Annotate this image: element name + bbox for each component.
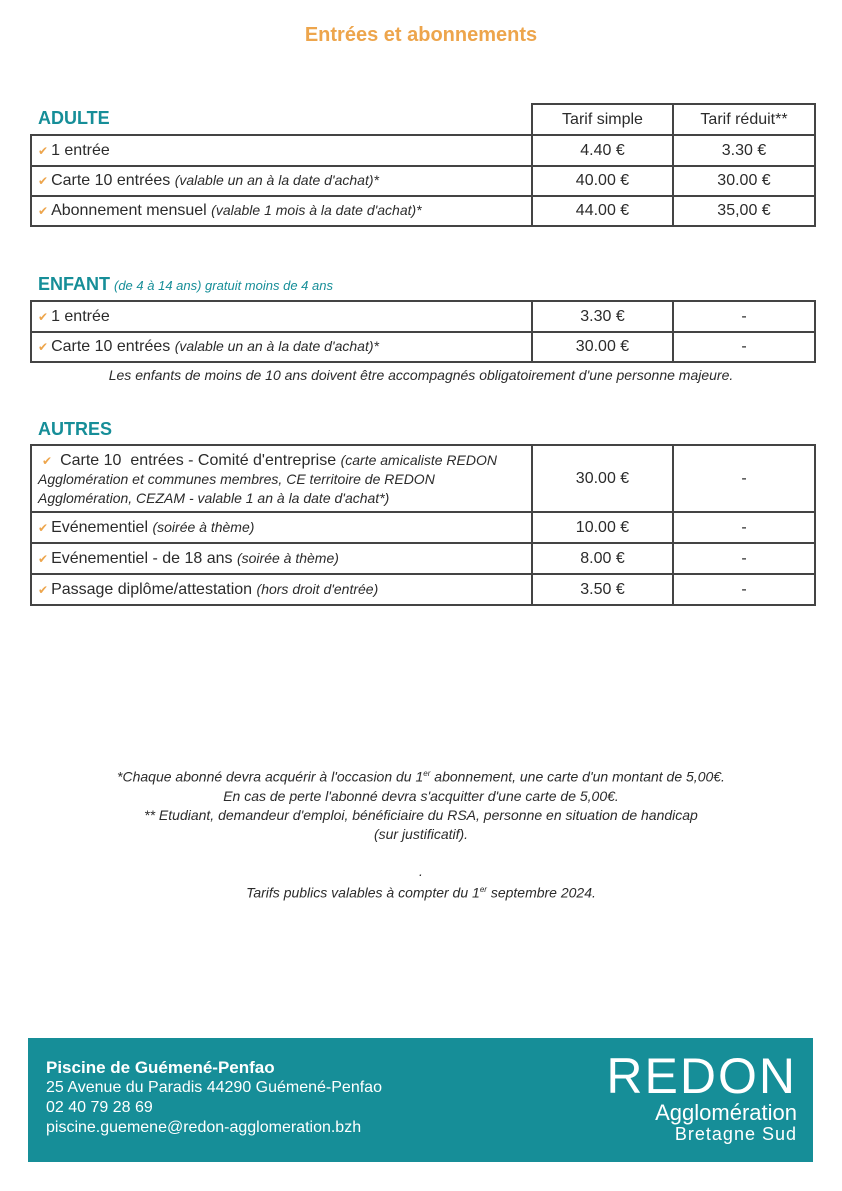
page-title: Entrées et abonnements <box>304 24 538 46</box>
heading-text: ADULTE <box>38 108 110 128</box>
logo-text-bretagne-sud: Bretagne Sud <box>674 1124 797 1144</box>
price-simple: 10.00 € <box>532 512 673 543</box>
row-label: Evénementiel <box>51 518 149 536</box>
column-header-simple: Tarif simple <box>532 104 673 135</box>
section-enfant-heading <box>38 274 333 295</box>
empty-header-cell <box>31 104 532 135</box>
price-simple: 3.30 € <box>532 301 673 332</box>
table-row <box>31 574 815 605</box>
table-row <box>31 196 815 226</box>
table-row <box>31 543 815 574</box>
adulte-table <box>30 103 816 227</box>
separator-dot: . <box>419 863 423 879</box>
price-reduit: 35,00 € <box>673 196 815 226</box>
price-simple: 30.00 € <box>532 332 673 362</box>
price-simple: 3.50 € <box>532 574 673 605</box>
table-row <box>31 166 815 196</box>
check-icon: ✔ <box>38 174 49 188</box>
autres-table <box>30 444 816 606</box>
phone[interactable]: 02 40 79 28 69 <box>46 1099 153 1116</box>
check-icon: ✔ <box>38 143 49 158</box>
price-reduit: - <box>673 574 815 605</box>
contact-info <box>46 1058 382 1138</box>
footnote-line-1: *Chaque abonné devra acquérir à l'occasion du 1er abonnement, une carte d'un montant de 5,00€. <box>117 768 725 785</box>
price-reduit: 3.30 € <box>673 135 815 166</box>
row-note: (valable un an à la date d'achat)* <box>174 172 379 188</box>
check-icon: ✔ <box>38 204 49 218</box>
row-label: Carte 10 entrées <box>51 172 171 189</box>
table-row <box>31 445 815 512</box>
row-note: (soirée à thème) <box>236 549 339 566</box>
row-note: (hors droit d'entrée) <box>256 580 379 597</box>
footnote-line-2: En cas de perte l'abonné devra s'acquitter d'une carte de 5,00€. <box>223 787 619 804</box>
price-simple: 40.00 € <box>532 166 673 196</box>
email-link[interactable]: piscine.guemene@redon-agglomeration.bzh <box>46 1119 362 1136</box>
row-label: Abonnement mensuel <box>51 202 207 219</box>
row-note: (valable un an à la date d'achat)* <box>174 338 379 354</box>
price-simple: 8.00 € <box>532 543 673 574</box>
validity-note: Tarifs publics valables à compter du 1er septembre 2024. <box>246 884 596 901</box>
footnote-line-4: (sur justificatif). <box>373 825 469 842</box>
table-row <box>31 301 815 332</box>
logo-text-agglomeration: Agglomération <box>655 1100 797 1125</box>
row-label: Carte 10 entrées - Comité d'entreprise <box>60 452 337 469</box>
row-note: (valable 1 mois à la date d'achat)* <box>211 202 422 218</box>
price-reduit: - <box>673 445 815 512</box>
price-simple: 30.00 € <box>532 445 673 512</box>
redon-agglomeration-logo <box>597 1050 797 1150</box>
footer-contact-box <box>28 1038 813 1162</box>
row-label: Passage diplôme/attestation <box>51 580 253 598</box>
row-note: (carte amicaliste REDON Agglomération et communes membres, CE territoire de REDON Agglomération, CEZAM - valable 1 an à la date d'achat*) <box>38 452 497 506</box>
row-label: Evénementiel - de 18 ans <box>51 549 233 567</box>
heading-text: AUTRES <box>38 419 113 439</box>
row-note: (soirée à thème) <box>152 518 255 535</box>
heading-text: ENFANT <box>38 274 110 294</box>
facility-name: Piscine de Guémené-Penfao <box>46 1058 275 1077</box>
table-row <box>31 135 815 166</box>
address: 25 Avenue du Paradis 44290 Guémené-Penfao <box>46 1079 382 1096</box>
check-icon: ✔ <box>42 454 53 468</box>
price-reduit: - <box>673 332 815 362</box>
price-reduit: - <box>673 512 815 543</box>
price-reduit: 30.00 € <box>673 166 815 196</box>
row-label: Carte 10 entrées <box>51 338 171 355</box>
footnotes <box>0 764 842 844</box>
row-label: 1 entrée <box>51 141 110 159</box>
column-header-reduit: Tarif réduit** <box>673 104 815 135</box>
price-simple: 4.40 € <box>532 135 673 166</box>
enfant-table <box>30 300 816 363</box>
price-reduit: - <box>673 301 815 332</box>
logo-text-redon: REDON <box>606 1048 797 1104</box>
table-row <box>31 512 815 543</box>
footnote-line-3: ** Etudiant, demandeur d'emploi, bénéficiaire du RSA, personne en situation de handicap <box>144 806 698 823</box>
enfant-footnote: Les enfants de moins de 10 ans doivent être accompagnés obligatoirement d'une personne majeure. <box>108 367 734 383</box>
row-label: 1 entrée <box>51 307 110 325</box>
check-icon: ✔ <box>38 551 49 566</box>
check-icon: ✔ <box>38 309 49 324</box>
price-reduit: - <box>673 543 815 574</box>
check-icon: ✔ <box>38 340 49 354</box>
heading-subtext: (de 4 à 14 ans) gratuit moins de 4 ans <box>114 278 333 293</box>
check-icon: ✔ <box>38 582 49 597</box>
check-icon: ✔ <box>38 520 49 535</box>
table-row <box>31 332 815 362</box>
price-simple: 44.00 € <box>532 196 673 226</box>
section-autres-heading <box>38 419 112 440</box>
